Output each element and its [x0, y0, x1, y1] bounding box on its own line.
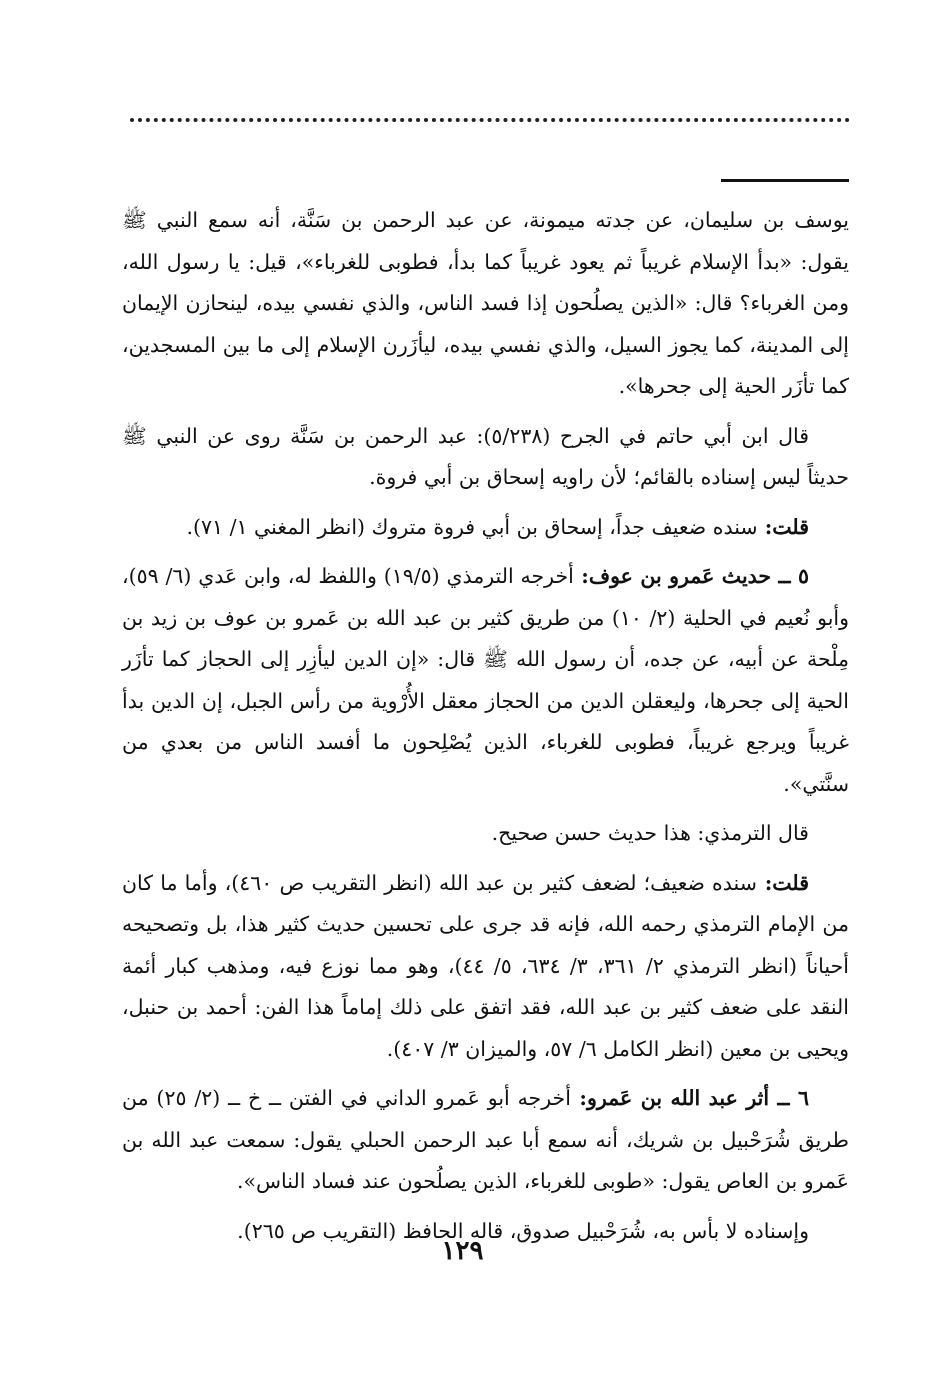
- paragraph-text: سنده ضعيف جداً، إسحاق بن أبي فروة متروك (انظر المغني ١/ ٧١).: [186, 514, 758, 539]
- paragraph-text: قال ابن أبي حاتم في الجرح (٥/٢٣٨): عبد الرحمن بن سَنَّة روى عن النبي ﷺ حديثاً ليس إسناده بالقائم؛ لأن راويه إسحاق بن أبي فروة.: [122, 423, 849, 489]
- paragraph-7: [122, 1078, 849, 1203]
- paragraph-text: يوسف بن سليمان، عن جدته ميمونة، عن عبد الرحمن بن سَنَّة، أنه سمع النبي ﷺ يقول: «بدأ الإسلام غريباً ثم يعود غريباً كما بدأ، فطوبى للغرباء»، قيل: يا رسول الله، ومن الغرباء؟ قال: «الذين يصلُحون إذا فسد الناس، والذي نفسي بيده، لينحازن الإيمان إلى المدينة، كما يجوز السيل، والذي نفسي بيده، ليأزَرن الإسلام إلى ما بين المسجدين، كما تأزَر الحية إلى جحرها».: [122, 208, 849, 398]
- dotted-separator: [130, 118, 850, 134]
- paragraph-1: [122, 200, 849, 408]
- paragraph-3: [122, 507, 849, 549]
- paragraph-6: [122, 863, 849, 1071]
- footnote-rule: [721, 179, 849, 182]
- paragraph-5: [122, 813, 849, 855]
- paragraph-text: أخرجه أبو عَمرو الداني في الفتن ــ خ ــ (٢/ ٢٥) من طريق شُرَحْبيل بن شريك، أنه سمع أبا عبد الرحمن الحبلي يقول: سمعت عبد الله بن عَمرو بن العاص يقول: «طوبى للغرباء، الذين يصلُحون عند فساد الناس».: [122, 1086, 849, 1193]
- body-text: [122, 200, 849, 1260]
- paragraph-text: قال الترمذي: هذا حديث حسن صحيح.: [491, 821, 809, 845]
- paragraph-text: وإسناده لا بأس به، شُرَحْبيل صدوق، قاله الحافظ (التقريب ص ٢٦٥).: [237, 1218, 809, 1243]
- paragraph-2: [122, 416, 849, 499]
- athar-heading: ٦ ــ أثر عبد الله بن عَمرو:: [570, 1086, 809, 1110]
- page-number: ١٢٩: [441, 1236, 484, 1266]
- paragraph-text: أخرجه الترمذي (١٩/٥) واللفظ له، وابن عَدي (٦/ ٥٩)، وأبو نُعيم في الحلية (٢/ ١٠) من طريق كثير بن عبد الله بن عَمرو بن عوف بن زيد بن مِلْحة عن أبيه، عن جده، أن رسول الله ﷺ قال: «إن الدين ليأزِر إلى الحجاز كما تأزَر الحية إلى جحرها، وليعقلن الدين من الحجاز معقل الأُرْوية من رأس الجبل، إن الدين بدأ غريباً ويرجع غريباً، فطوبى للغرباء، الذين يُصْلِحون ما أفسد الناس من بعدي من سنَّتي».: [122, 564, 849, 796]
- paragraph-4: [122, 556, 849, 805]
- lead-label: قلت:: [756, 870, 809, 895]
- lead-label: قلت:: [757, 514, 809, 539]
- hadith-heading: ٥ ــ حديث عَمرو بن عوف:: [573, 564, 809, 588]
- paragraph-text: سنده ضعيف؛ لضعف كثير بن عبد الله (انظر التقريب ص ٤٦٠)، وأما ما كان من الإمام الترمذي رحمه الله، فإنه قد جرى على تحسين حديث كثير هذا، بل وتصحيحه أحياناً (انظر الترمذي ٢/ ٣٦١، ٣/ ٦٣٤، ٥/ ٤٤)، وهو مما نوزع فيه، ومذهب كبار أئمة النقد على ضعف كثير بن عبد الله، فقد اتفق على ذلك إماماً هذا الفن: أحمد بن حنبل، ويحيى بن معين (انظر الكامل ٦/ ٥٧، والميزان ٣/ ٤٠٧).: [122, 870, 849, 1061]
